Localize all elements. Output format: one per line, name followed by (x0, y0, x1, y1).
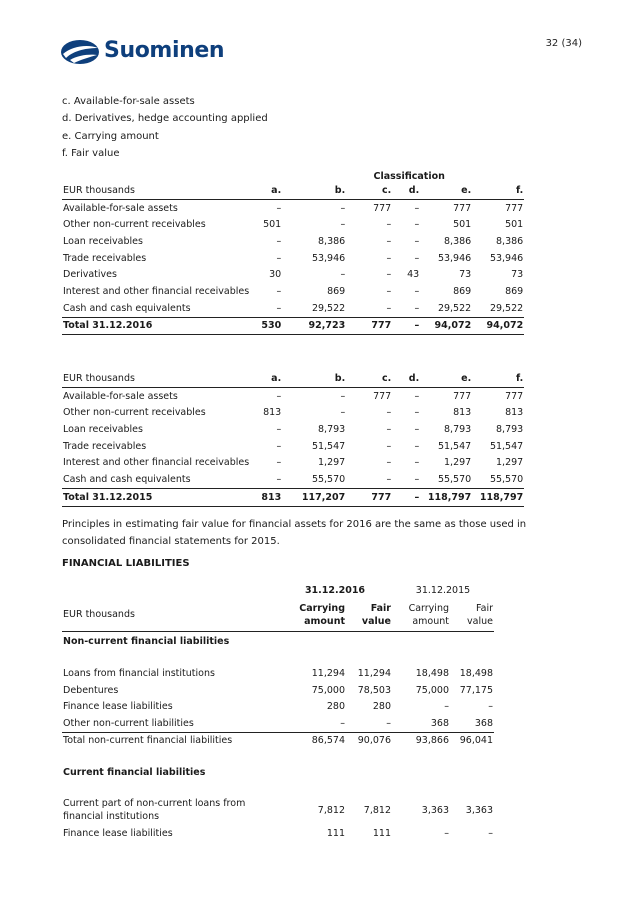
subsection-title-row (62, 763, 494, 781)
table-cell: – (276, 252, 282, 264)
total-label: Total 31.12.2016 (62, 317, 250, 335)
table-cell: 55,570 (311, 473, 346, 485)
table-cell: – (386, 407, 392, 419)
table-cell: – (444, 827, 449, 839)
table-cell: – (276, 440, 282, 452)
total-row (62, 317, 524, 335)
column-header: f. (472, 182, 524, 199)
table-row (62, 682, 494, 699)
column-header: Carrying amount (278, 599, 346, 632)
table-cell: – (386, 235, 392, 247)
noncurrent-section-title: Non-current financial liabilities (63, 636, 230, 647)
column-header: EUR thousands (62, 370, 250, 387)
row-label: Interest and other financial receivables (63, 285, 250, 297)
table-cell: 53,946 (437, 252, 472, 264)
table-cell: 55,570 (489, 473, 524, 485)
column-header: c. (346, 370, 392, 387)
table-row (62, 387, 524, 404)
total-row (62, 732, 494, 749)
section-title: FINANCIAL LIABILITIES (62, 558, 190, 569)
table-row (62, 250, 524, 267)
table-cell: – (414, 390, 420, 402)
column-header: d. (392, 370, 420, 387)
column-header: EUR thousands (62, 182, 250, 199)
table-cell: 869 (505, 285, 524, 297)
row-label: Trade receivables (63, 440, 147, 452)
row-label: Current part of non-current loans from financial institutions (63, 798, 246, 822)
table-cell: 368 (392, 715, 450, 732)
table-cell: 869 (327, 285, 346, 297)
table-header-row (62, 370, 524, 387)
table-cell: – (386, 302, 392, 314)
total-cell: – (392, 488, 420, 506)
legend-item: f. Fair value (62, 148, 120, 160)
table-cell: 8,793 (444, 423, 472, 435)
table-cell: 777 (453, 202, 472, 214)
table-cell: 73 (511, 269, 524, 281)
row-label: Interest and other financial receivables (63, 457, 250, 469)
column-header: Fair value (346, 599, 392, 632)
table-cell: 73 (459, 269, 472, 281)
table-cell: 368 (450, 715, 494, 732)
table-row (62, 666, 494, 683)
table-cell: – (276, 423, 282, 435)
unit-label: EUR thousands (62, 599, 278, 632)
table-cell: 55,570 (437, 473, 472, 485)
row-label: Finance lease liabilities (63, 827, 173, 839)
table-cell: – (340, 269, 346, 281)
year-2016-header: 31.12.2016 (304, 584, 366, 596)
total-label: Total non-current financial liabilities (63, 735, 233, 747)
table-row (62, 438, 524, 455)
column-header: e. (420, 182, 472, 199)
table-row (62, 266, 524, 283)
table-cell: 501 (453, 219, 472, 231)
table-cell: 813 (453, 407, 472, 419)
table-row (62, 421, 524, 438)
table-cell: – (340, 407, 346, 419)
table-cell: 29,522 (437, 302, 472, 314)
total-cell: 530 (250, 317, 282, 335)
column-header: Carrying amount (392, 599, 450, 632)
table-cell: 18,498 (459, 668, 493, 680)
total-cell: 92,723 (282, 317, 346, 335)
table-cell: 777 (505, 202, 524, 214)
column-header: f. (472, 370, 524, 387)
column-header: e. (420, 370, 472, 387)
table-cell: 777 (453, 390, 472, 402)
table-cell: – (414, 285, 420, 297)
total-cell: 813 (250, 488, 282, 506)
row-label: Loans from financial institutions (63, 668, 215, 680)
table-cell: 813 (263, 407, 282, 419)
table-cell: 1,297 (444, 457, 472, 469)
table-cell: – (276, 302, 282, 314)
table-row (62, 300, 524, 317)
year-2015-header: 31.12.2015 (415, 584, 471, 596)
table-row (62, 216, 524, 233)
table-cell: 78,503 (357, 684, 391, 696)
total-cell: 777 (346, 317, 392, 335)
total-cell: 118,797 (472, 488, 524, 506)
table-cell: 30 (269, 269, 282, 281)
table-cell: 777 (373, 202, 392, 214)
row-label: Loan receivables (63, 423, 143, 435)
table-cell: 51,547 (489, 440, 524, 452)
column-header: a. (250, 182, 282, 199)
table-cell: – (278, 715, 346, 732)
table-cell: 3,363 (465, 804, 493, 816)
total-cell: 96,041 (459, 735, 493, 747)
table-cell: 813 (505, 407, 524, 419)
total-cell: 93,866 (415, 735, 449, 747)
table-cell: 51,547 (311, 440, 346, 452)
table-cell: – (414, 235, 420, 247)
column-header: b. (282, 370, 346, 387)
table-cell: – (276, 235, 282, 247)
table-cell: 77,175 (459, 684, 493, 696)
table-row (62, 699, 494, 716)
classification-legend (62, 93, 268, 163)
table-cell: – (414, 252, 420, 264)
table-cell: – (276, 473, 282, 485)
table-row (62, 283, 524, 300)
table-cell: – (386, 252, 392, 264)
table-cell: 1,297 (496, 457, 524, 469)
total-cell: 86,574 (311, 735, 345, 747)
table-cell: – (444, 701, 449, 713)
table-cell: – (276, 390, 282, 402)
legend-item: c. Available-for-sale assets (62, 96, 195, 107)
row-label: Other non-current liabilities (62, 715, 278, 732)
table-cell: – (276, 457, 282, 469)
table-row (62, 404, 524, 421)
table-cell: – (340, 390, 346, 402)
table-cell: 8,793 (496, 423, 524, 435)
table-cell: 777 (373, 390, 392, 402)
total-cell: 777 (346, 488, 392, 506)
table-cell: 53,946 (489, 252, 524, 264)
company-logo (60, 36, 230, 70)
column-header: b. (282, 182, 346, 199)
table-cell: 7,812 (363, 804, 391, 816)
total-cell: – (392, 317, 420, 335)
total-cell: 94,072 (472, 317, 524, 335)
table-cell: 29,522 (489, 302, 524, 314)
column-header-row (62, 599, 494, 632)
table-cell: 51,547 (437, 440, 472, 452)
table-cell: 777 (505, 390, 524, 402)
table-cell: 11,294 (357, 668, 391, 680)
fair-value-principles-paragraph: Principles in estimating fair value for financial assets for 2016 are the same as those used in consolidated financial statements for 2015. (62, 519, 527, 547)
table-cell: – (386, 269, 392, 281)
legend-item: d. Derivatives, hedge accounting applied (62, 113, 268, 125)
table-cell: – (386, 440, 392, 452)
table-cell: 75,000 (415, 684, 449, 696)
table-row (62, 454, 524, 471)
table-cell: – (340, 219, 346, 231)
table-cell: 53,946 (311, 252, 346, 264)
table-cell: – (488, 701, 493, 713)
total-cell: 117,207 (282, 488, 346, 506)
table-row (62, 795, 494, 825)
table-cell: 43 (407, 269, 420, 281)
table-cell: – (414, 440, 420, 452)
total-cell: 118,797 (420, 488, 472, 506)
table-cell: 111 (326, 827, 345, 839)
table-cell: 7,812 (317, 804, 345, 816)
row-label: Loan receivables (63, 235, 143, 247)
row-label: Finance lease liabilities (63, 701, 173, 713)
logo-swoosh-icon (60, 36, 100, 68)
table-cell: 1,297 (318, 457, 346, 469)
table-cell: – (414, 457, 420, 469)
table-cell: 111 (372, 827, 391, 839)
total-cell: 90,076 (357, 735, 391, 747)
row-label: Trade receivables (63, 252, 147, 264)
subsection-title-row (62, 631, 494, 652)
table-cell: – (414, 407, 420, 419)
table-cell: – (414, 219, 420, 231)
financial-assets-2015-table (62, 370, 524, 507)
table-cell: 8,386 (496, 235, 524, 247)
legend-item: e. Carrying amount (62, 130, 159, 142)
table-cell: – (414, 302, 420, 314)
table-cell: 501 (505, 219, 524, 231)
table-cell: 280 (326, 701, 345, 713)
classification-header-row (62, 168, 524, 182)
table-row (62, 471, 524, 488)
table-cell: 280 (372, 701, 391, 713)
table-cell: – (346, 715, 392, 732)
table-cell: 75,000 (311, 684, 345, 696)
table-row (62, 825, 494, 842)
row-label: Other non-current receivables (63, 219, 206, 231)
table-cell: – (276, 285, 282, 297)
column-header: d. (392, 182, 420, 199)
row-label: Other non-current receivables (63, 407, 206, 419)
table-cell: 11,294 (311, 668, 345, 680)
table-cell: 29,522 (311, 302, 346, 314)
row-label: Debentures (63, 684, 119, 696)
table-cell: 869 (453, 285, 472, 297)
table-cell: 3,363 (421, 804, 449, 816)
table-cell: – (386, 219, 392, 231)
table-cell: – (340, 202, 346, 214)
table-cell: – (386, 473, 392, 485)
table-cell: – (276, 202, 282, 214)
table-cell: – (386, 457, 392, 469)
table-cell: – (386, 285, 392, 297)
total-label: Total 31.12.2015 (62, 488, 250, 506)
row-label: Derivatives (63, 269, 117, 281)
row-label: Available-for-sale assets (63, 390, 178, 402)
column-header: c. (346, 182, 392, 199)
table-cell: – (414, 202, 420, 214)
table-row (62, 715, 494, 732)
financial-liabilities-table (62, 582, 494, 842)
table-cell: – (488, 827, 493, 839)
table-row (62, 199, 524, 216)
table-cell: – (414, 423, 420, 435)
table-cell: 8,386 (444, 235, 472, 247)
table-cell: 18,498 (415, 668, 449, 680)
financial-assets-2016-table (62, 168, 524, 335)
table-cell: – (386, 423, 392, 435)
column-header: Fair value (450, 599, 494, 632)
classification-label: Classification (373, 171, 445, 182)
table-row (62, 233, 524, 250)
total-cell: 94,072 (420, 317, 472, 335)
page-number: 32 (34) (545, 38, 582, 49)
table-cell: – (414, 473, 420, 485)
table-cell: 8,386 (318, 235, 346, 247)
total-row (62, 488, 524, 506)
table-cell: 501 (263, 219, 282, 231)
current-section-title: Current financial liabilities (63, 766, 206, 778)
row-label: Available-for-sale assets (63, 202, 178, 214)
row-label: Cash and cash equivalents (63, 302, 191, 314)
table-cell: 8,793 (318, 423, 346, 435)
year-header-row (62, 582, 494, 599)
brand-name: Suominen (104, 38, 225, 63)
column-header: a. (250, 370, 282, 387)
table-header-row (62, 182, 524, 199)
row-label: Cash and cash equivalents (63, 473, 191, 485)
